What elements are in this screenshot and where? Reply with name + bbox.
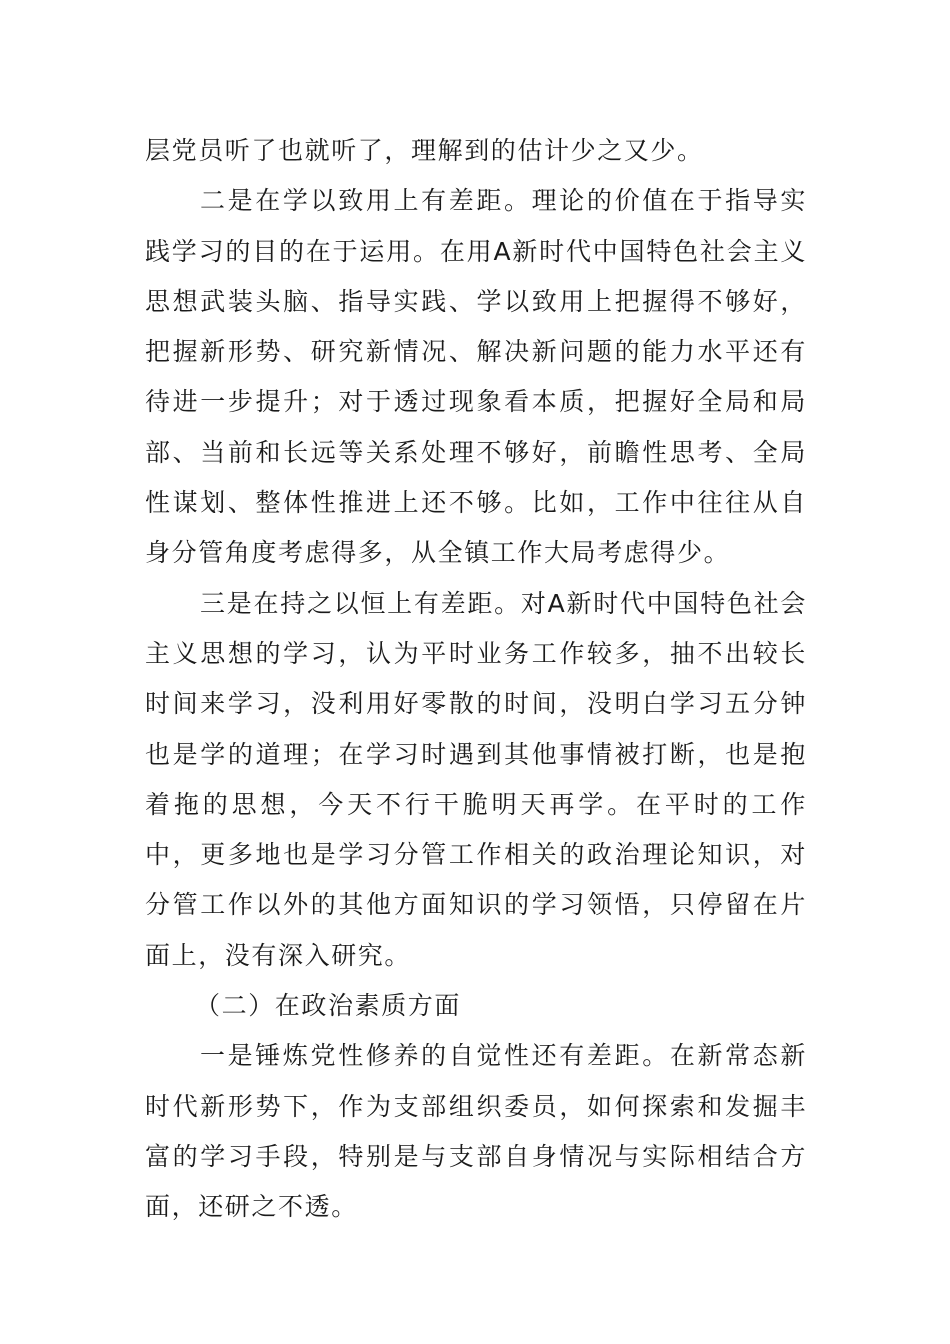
- document-body: [145, 126, 807, 1233]
- paragraph-point-three: 三是在持之以恒上有差距。对A新时代中国特色社会主义思想的学习，认为平时业务工作较多，抽不出较长时间来学习，没利用好零散的时间，没明白学习五分钟也是学的道理；在学习时遇到其他事情被打断，也是抱着拖的思想，今天不行干脆明天再学。在平时的工作中，更多地也是学习分管工作相关的政治理论知识，对分管工作以外的其他方面知识的学习领悟，只停留在片面上，没有深入研究。: [145, 588, 807, 970]
- paragraph-continuation: 层党员听了也就听了，理解到的估计少之又少。: [145, 136, 704, 165]
- paragraph-point-one: 一是锤炼党性修养的自觉性还有差距。在新常态新时代新形势下，作为支部组织委员，如何探索和发掘丰富的学习手段，特别是与支部自身情况与实际相结合方面，还研之不透。: [145, 1041, 807, 1222]
- paragraph-point-two: 二是在学以致用上有差距。理论的价值在于指导实践学习的目的在于运用。在用A新时代中国特色社会主义思想武装头脑、指导实践、学以致用上把握得不够好，把握新形势、研究新情况、解决新问题的能力水平还有待进一步提升；对于透过现象看本质，把握好全局和局部、当前和长远等关系处理不够好，前瞻性思考、全局性谋划、整体性推进上还不够。比如，工作中往往从自身分管角度考虑得多，从全镇工作大局考虑得少。: [145, 186, 807, 568]
- section-heading: （二）在政治素质方面: [195, 991, 462, 1021]
